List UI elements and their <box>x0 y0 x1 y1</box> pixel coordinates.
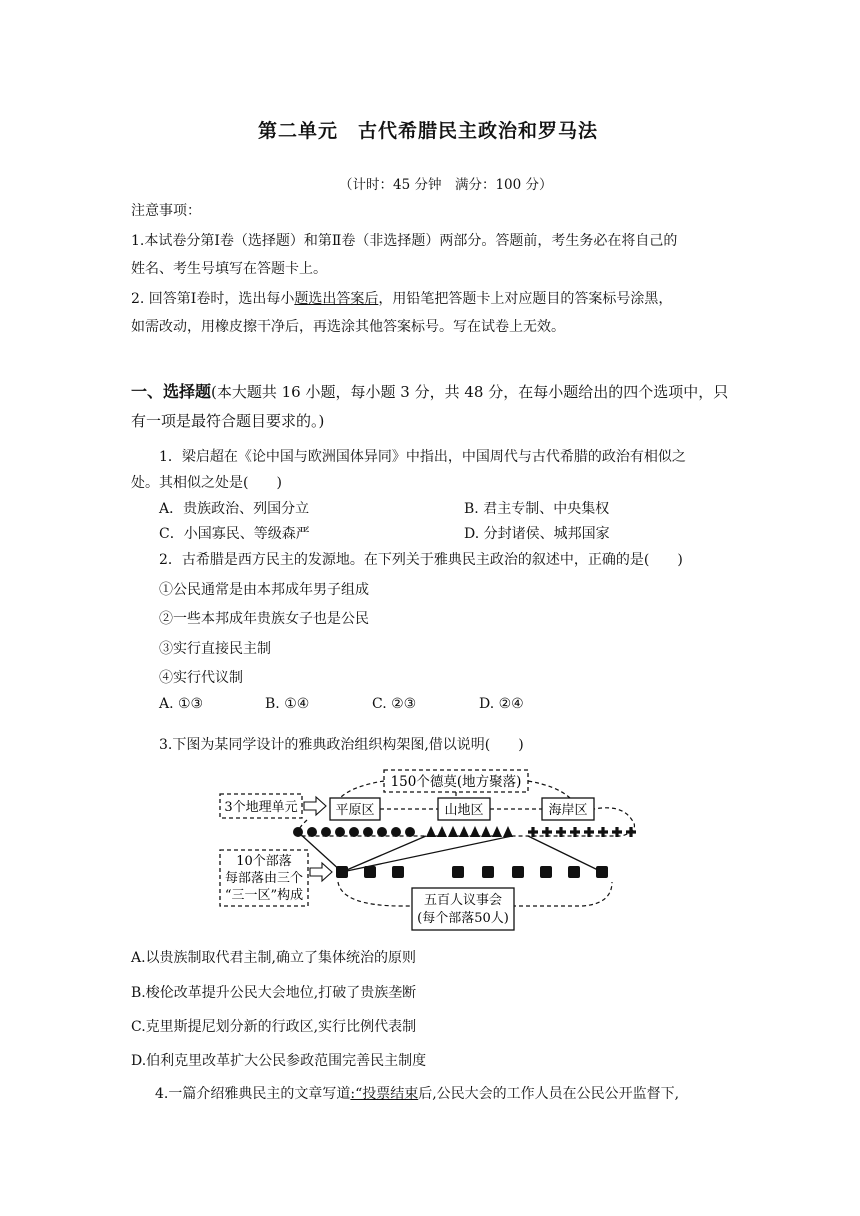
notice-item-2-text-a: 2. 回答第Ⅰ卷时，选出每小 <box>131 291 295 307</box>
q4-stem-a: 4.一篇介绍雅典民主的文章写道 <box>155 1086 351 1102</box>
mountain-label: 山地区 <box>444 803 484 818</box>
q2-option-d: D. ②④ <box>479 696 524 712</box>
notice-heading: 注意事项： <box>131 203 201 219</box>
tribes-label-2: 每部落由三个 <box>224 871 304 886</box>
section-1-desc: (本大题共 16 小题，每小题 3 分，共 48 分，在每小题给出的四个选项中，只 <box>211 383 729 401</box>
coast-label: 海岸区 <box>548 803 588 818</box>
q1-option-d: D. 分封诸侯、城邦国家 <box>464 526 610 542</box>
q3-stem: 3.下图为某同学设计的雅典政治组织构架图,借以说明( ) <box>159 737 524 753</box>
q3-option-c: C.克里斯提尼划分新的行政区,实行比例代表制 <box>131 1019 417 1035</box>
section-1-title: 一、选择题 <box>131 382 212 401</box>
q2-statement-1: ①公民通常是由本邦成年男子组成 <box>159 582 369 598</box>
q1-stem-line-1: 1．梁启超在《论中国与欧洲国体异同》中指出，中国周代与古代希腊的政治有相似之 <box>159 449 686 465</box>
q1-option-c: C．小国寡民、等级森严 <box>159 526 310 542</box>
council-label-1: 五百人议事会 <box>423 893 503 908</box>
page-title: 第二单元 古代希腊民主政治和罗马法 <box>258 120 599 142</box>
q2-option-a: A. ①③ <box>159 696 204 712</box>
q2-statement-4: ④实行代议制 <box>159 670 243 686</box>
q2-option-b: B. ①④ <box>265 696 310 712</box>
demes-label: 150个德莫(地方聚落) <box>390 774 522 790</box>
geo-units-label: 3个地理单元 <box>224 800 298 815</box>
section-1-desc-line-2: 有一项是最符合题目要求的。) <box>131 412 325 430</box>
q2-statement-2: ②一些本邦成年贵族女子也是公民 <box>159 611 369 627</box>
notice-item-2-line-1 <box>131 288 672 308</box>
q1-option-a: A．贵族政治、列国分立 <box>159 501 310 517</box>
athens-structure-diagram <box>212 764 642 936</box>
section-1-heading <box>131 379 728 402</box>
tribes-label-3: “三一区”构成 <box>224 888 304 903</box>
q2-stem: 2．古希腊是西方民主的发源地。在下列关于雅典民主政治的叙述中，正确的是( ) <box>159 552 683 568</box>
mountain-triangles <box>426 826 513 837</box>
notice-item-2-line-2: 如需改动，用橡皮擦干净后，再选涂其他答案标号。写在试卷上无效。 <box>131 319 565 335</box>
q2-option-c: C. ②③ <box>372 696 417 712</box>
q2-statement-3: ③实行直接民主制 <box>159 641 271 657</box>
tribes-arrow-icon <box>310 863 332 881</box>
q4-stem-underlined: :“投票结束 <box>350 1086 419 1102</box>
q1-stem-line-2: 处。其相似之处是( ) <box>131 475 282 491</box>
q3-option-d: D.伯利克里改革扩大公民参政范围完善民主制度 <box>131 1053 427 1069</box>
demes-link-coast <box>528 781 570 798</box>
notice-item-1-line-1: 1.本试卷分第Ⅰ卷（选择题）和第Ⅱ卷（非选择题）两部分。答题前，考生务必在将自己的 <box>131 233 678 249</box>
q4-stem <box>155 1083 679 1103</box>
q1-option-b: B. 君主专制、中央集权 <box>464 501 610 517</box>
q4-stem-b: 后,公民大会的工作人员在公民公开监督下, <box>418 1086 680 1102</box>
notice-item-2-text-b: ，用铅笔把答题卡上对应题目的答案标号涂黑， <box>378 291 673 307</box>
notice-item-2-underlined: 题选出答案后 <box>294 291 379 307</box>
tribe-squares <box>336 866 608 878</box>
tribes-label-1: 10个部落 <box>236 854 292 869</box>
q3-option-a: A.以贵族制取代君主制,确立了集体统治的原则 <box>131 950 417 966</box>
plain-dots <box>293 827 415 837</box>
geo-arrow-icon <box>304 797 326 815</box>
plain-label: 平原区 <box>335 803 375 818</box>
demes-link-plain <box>340 781 384 798</box>
notice-item-1-line-2: 姓名、考生号填写在答题卡上。 <box>131 261 327 277</box>
page-subtitle: （计时：45 分钟 满分：100 分） <box>339 177 553 193</box>
council-label-2: (每个部落50人) <box>417 911 509 926</box>
q3-option-b: B.梭伦改革提升公民大会地位,打破了贵族垄断 <box>131 985 417 1001</box>
